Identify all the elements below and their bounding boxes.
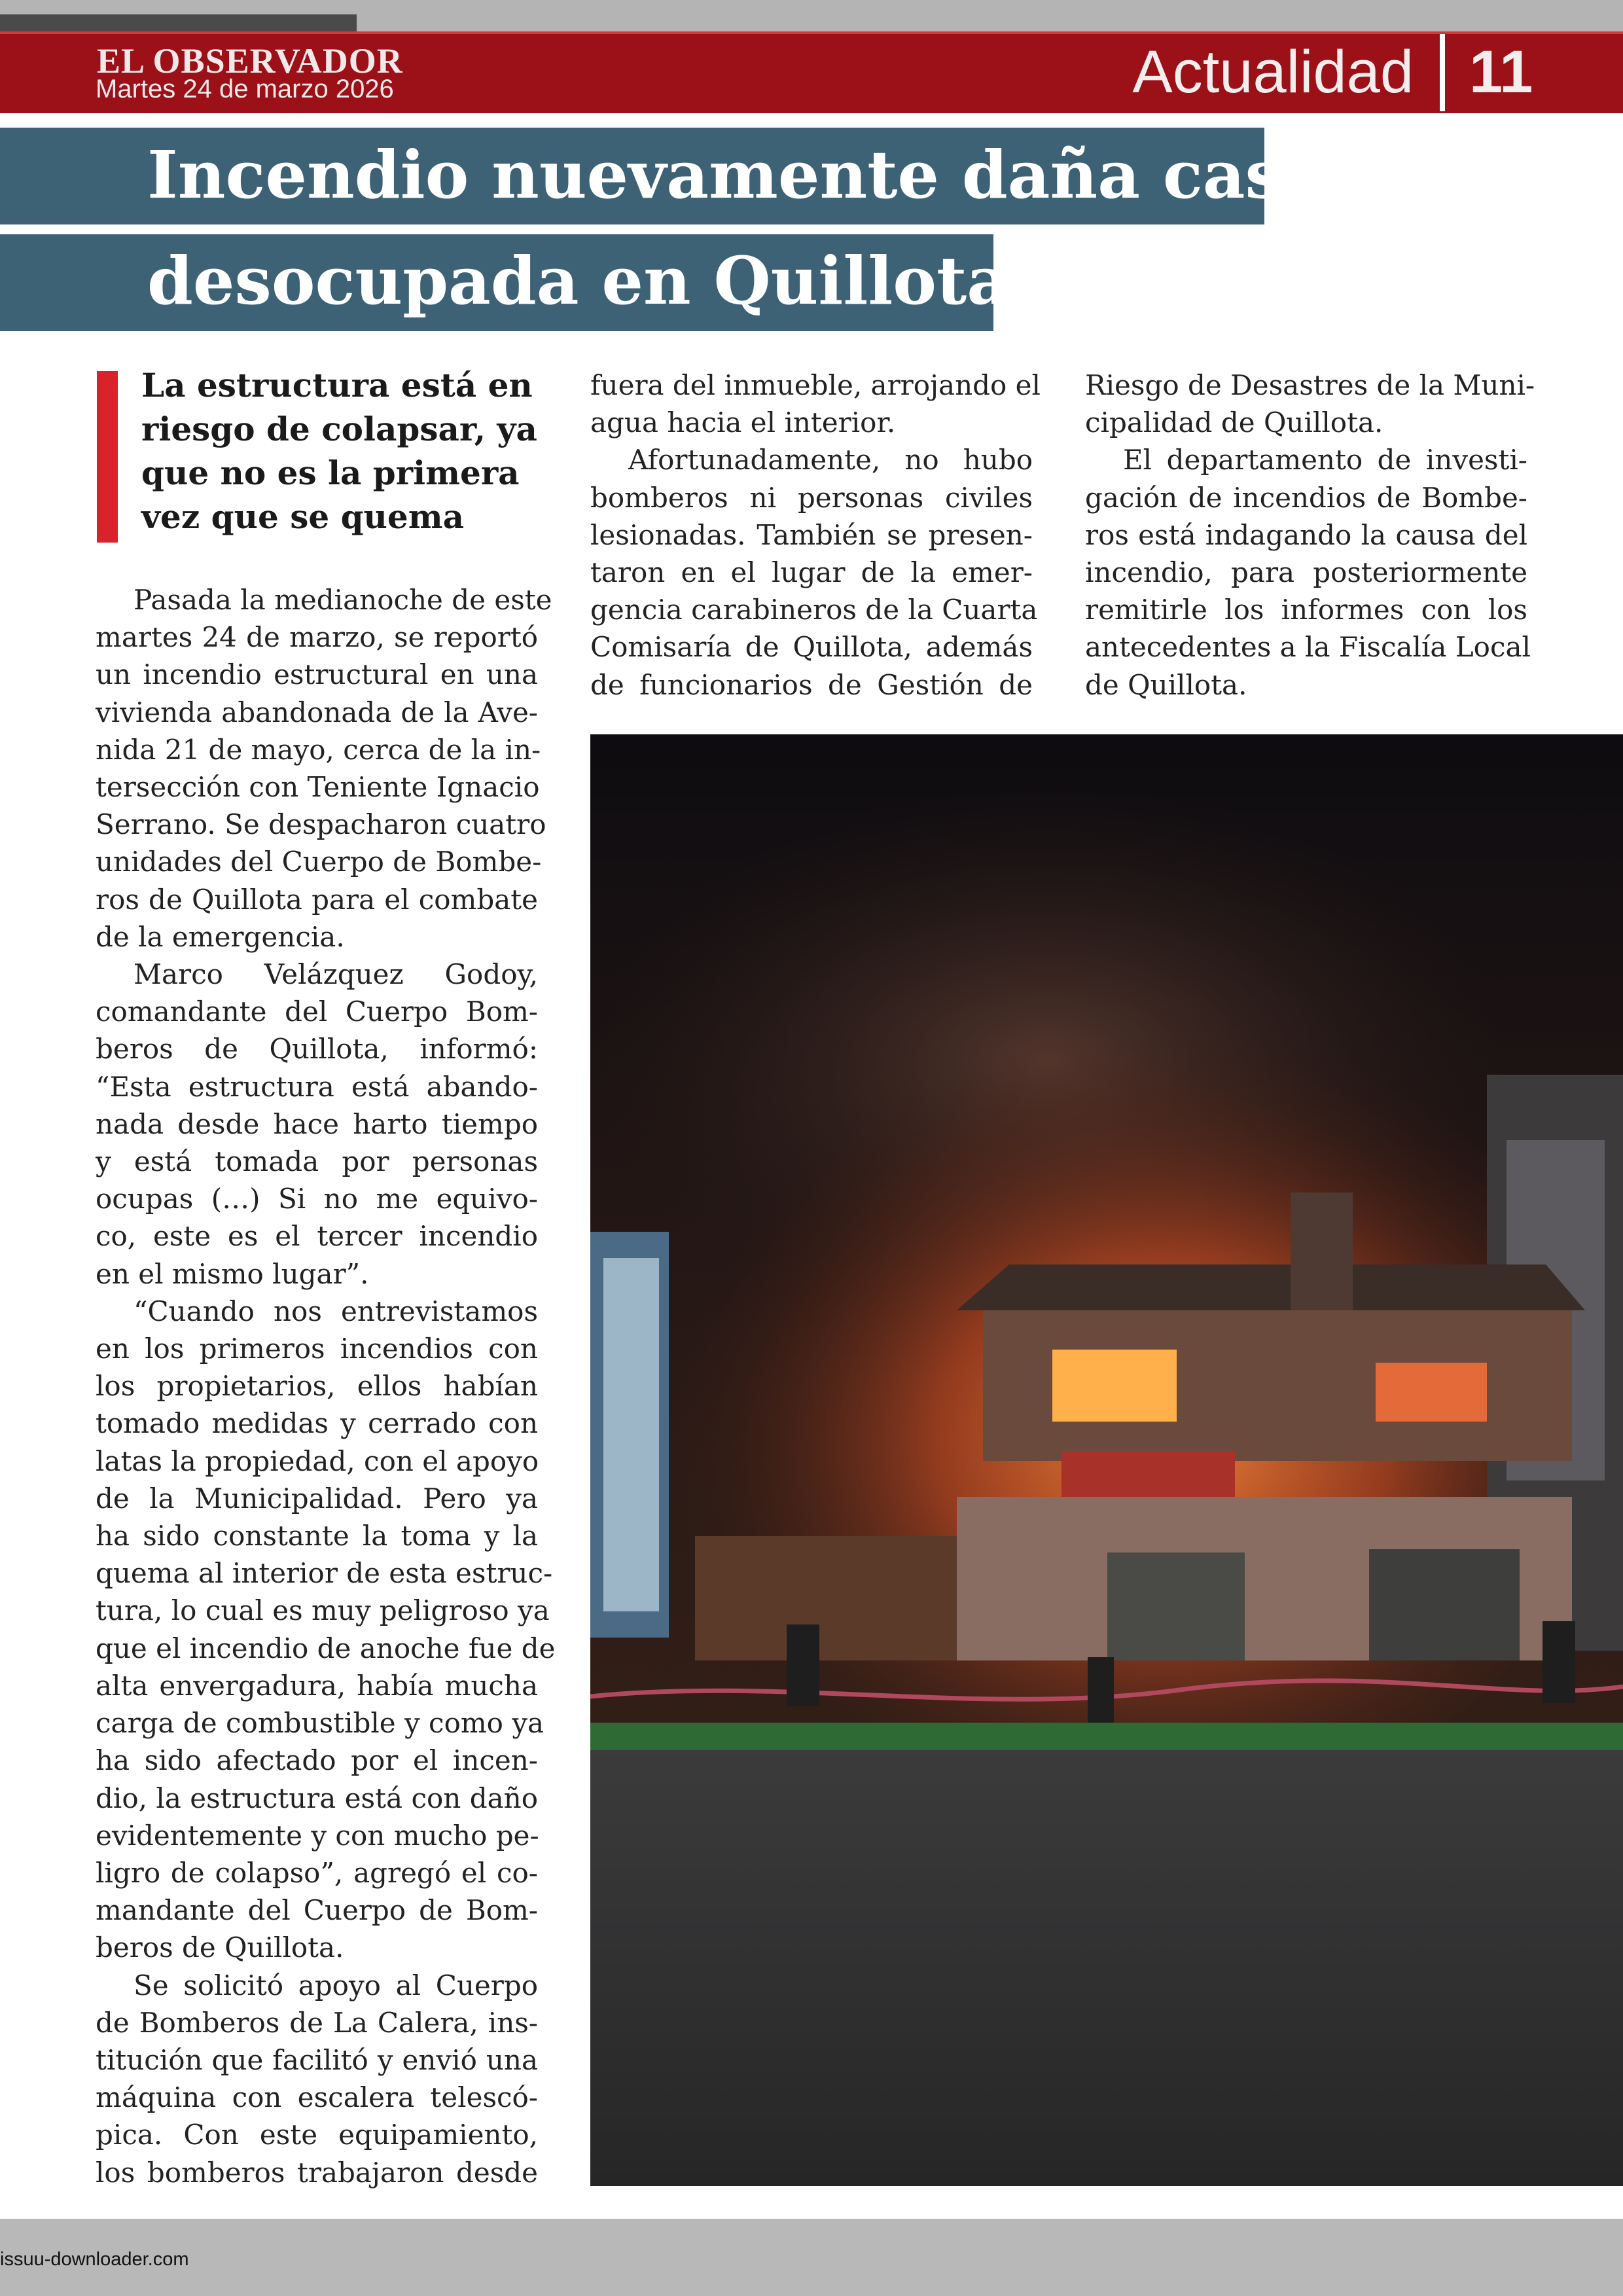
door-graffiti-1 [1107,1552,1245,1660]
kicker-line: que no es la primera [141,454,520,492]
text-line: taron en el lugar de la emer- [590,556,1033,589]
fire-photo [590,734,1623,2186]
text-line: beros de Quillota. [96,1931,344,1964]
text-line: ocupas (…) Si no me equivo- [96,1183,538,1215]
text-line: remitirle los informes con los [1085,594,1527,626]
text-line: fuera del inmueble, arrojando el [590,369,1041,401]
text-line: evidentemente y con mucho pe- [96,1819,539,1852]
kicker-accent-bar [97,371,118,543]
text-line: mandante del Cuerpo de Bom- [96,1894,538,1927]
text-line: tersección con Teniente Ignacio [96,771,540,804]
text-line: Marco Velázquez Godoy, [134,958,538,991]
road [590,1750,1623,2186]
top-margin-accent [0,14,357,31]
text-line: carga de combustible y como ya [96,1707,544,1740]
text-line: nada desde hace harto tiempo [96,1107,538,1140]
page-number: 11 [1469,39,1533,105]
text-line: de Quillota. [1085,668,1247,701]
upper-window-right [1376,1363,1487,1422]
text-line: gencia carabineros de la Cuarta [590,594,1038,626]
text-line: “Esta estructura está abando- [96,1070,538,1103]
text-line: vivienda abandonada de la Ave- [96,696,538,728]
shack-left [695,1536,957,1660]
text-line: de la Municipalidad. Pero ya [96,1482,538,1515]
text-line: Afortunadamente, no hubo [628,444,1033,476]
text-line: ligro de colapso”, agregó el co- [96,1856,538,1889]
footer-bar [0,2219,1623,2296]
text-line: Serrano. Se despacharon cuatro [96,808,546,841]
kicker-line: vez que se quema [141,497,464,536]
text-line: ha sido afectado por el incen- [96,1744,538,1777]
text-line: El departamento de investi- [1123,444,1527,476]
text-line: de Bomberos de La Calera, ins- [96,2006,538,2039]
article-column-3 [1085,367,1535,704]
issue-date: Martes 24 de marzo 2026 [96,75,394,103]
text-line: titución que facilitó y envió una [96,2043,538,2076]
text-line: en los primeros incendios con [96,1333,538,1365]
text-line: un incendio estructural en una [96,658,538,691]
paper-name: EL OBSERVADOR [97,41,403,81]
text-line: latas la propiedad, con el apoyo [96,1444,539,1477]
text-line: en el mismo lugar”. [96,1257,369,1290]
text-line: ros está indagando la causa del [1085,518,1527,551]
firefighter-2 [1088,1657,1114,1723]
text-line: ros de Quillota para el combate [96,883,538,916]
text-line: de funcionarios de Gestión de [590,668,1033,701]
door-graffiti-2 [1369,1549,1520,1660]
upper-window-fire [1052,1350,1177,1422]
kicker-line: La estructura está en [141,366,533,404]
text-line: Riesgo de Desastres de la Muni- [1085,369,1535,401]
article-column-1 [96,581,556,2191]
text-line: martes 24 de marzo, se reportó [96,621,538,654]
text-line: Comisaría de Quillota, además [590,631,1033,664]
text-line: y está tomada por personas [96,1145,538,1178]
text-line: tura, lo cual es muy peligroso ya [96,1594,550,1627]
text-line: Se solicitó apoyo al Cuerpo [134,1969,538,2001]
headline-line-2: desocupada en Quillota [147,242,1009,319]
text-line: unidades del Cuerpo de Bombe- [96,846,542,878]
kicker-line: riesgo de colapsar, ya [141,410,537,448]
text-line: lesionadas. También se presen- [590,518,1033,551]
footer-credit: issuu-downloader.com [0,2249,189,2270]
text-line: “Cuando nos entrevistamos [134,1295,538,1327]
headline-line-1: Incendio nuevamente daña casa [147,136,1325,213]
text-line: agua hacia el interior. [590,406,896,439]
text-line: tomado medidas y cerrado con [96,1407,538,1440]
text-line: cipalidad de Quillota. [1085,406,1383,439]
kicker [141,363,541,539]
text-line: que el incendio de anoche fue de [96,1632,556,1664]
text-line: bomberos ni personas civiles [590,481,1033,514]
text-line: incendio, para posteriormente [1085,556,1527,589]
text-line: dio, la estructura está con daño [96,1782,538,1814]
text-line: máquina con escalera telescó- [96,2081,538,2114]
text-line: gación de incendios de Bombe- [1085,481,1527,514]
article-column-2 [590,367,1041,704]
text-line: los bomberos trabajaron desde [96,2156,538,2189]
text-line: alta envergadura, había mucha [96,1669,538,1702]
firefighter-3 [1543,1621,1575,1703]
header-divider [1440,34,1445,111]
text-line: de la emergencia. [96,920,345,953]
text-line: pica. Con este equipamiento, [96,2119,538,2151]
text-line: comandante del Cuerpo Bom- [96,996,538,1028]
text-line: los propietarios, ellos habían [96,1370,538,1403]
text-line: quema al interior de esta estruc- [96,1557,553,1590]
firefighter-1 [787,1624,819,1706]
chimney [1291,1193,1353,1310]
curb [590,1723,1623,1750]
text-line: antecedentes a la Fiscalía Local [1085,631,1531,664]
text-line: ha sido constante la toma y la [96,1520,538,1552]
text-line: beros de Quillota, informó: [96,1033,538,1066]
text-line: nida 21 de mayo, cerca de la in- [96,733,541,766]
text-line: co, este es el tercer incendio [96,1220,538,1253]
house-roof [957,1265,1585,1310]
section-name: Actualidad [1132,39,1414,105]
text-line: Pasada la medianoche de este [134,584,552,616]
billboard-face [603,1258,659,1611]
sign-board [1061,1451,1235,1497]
